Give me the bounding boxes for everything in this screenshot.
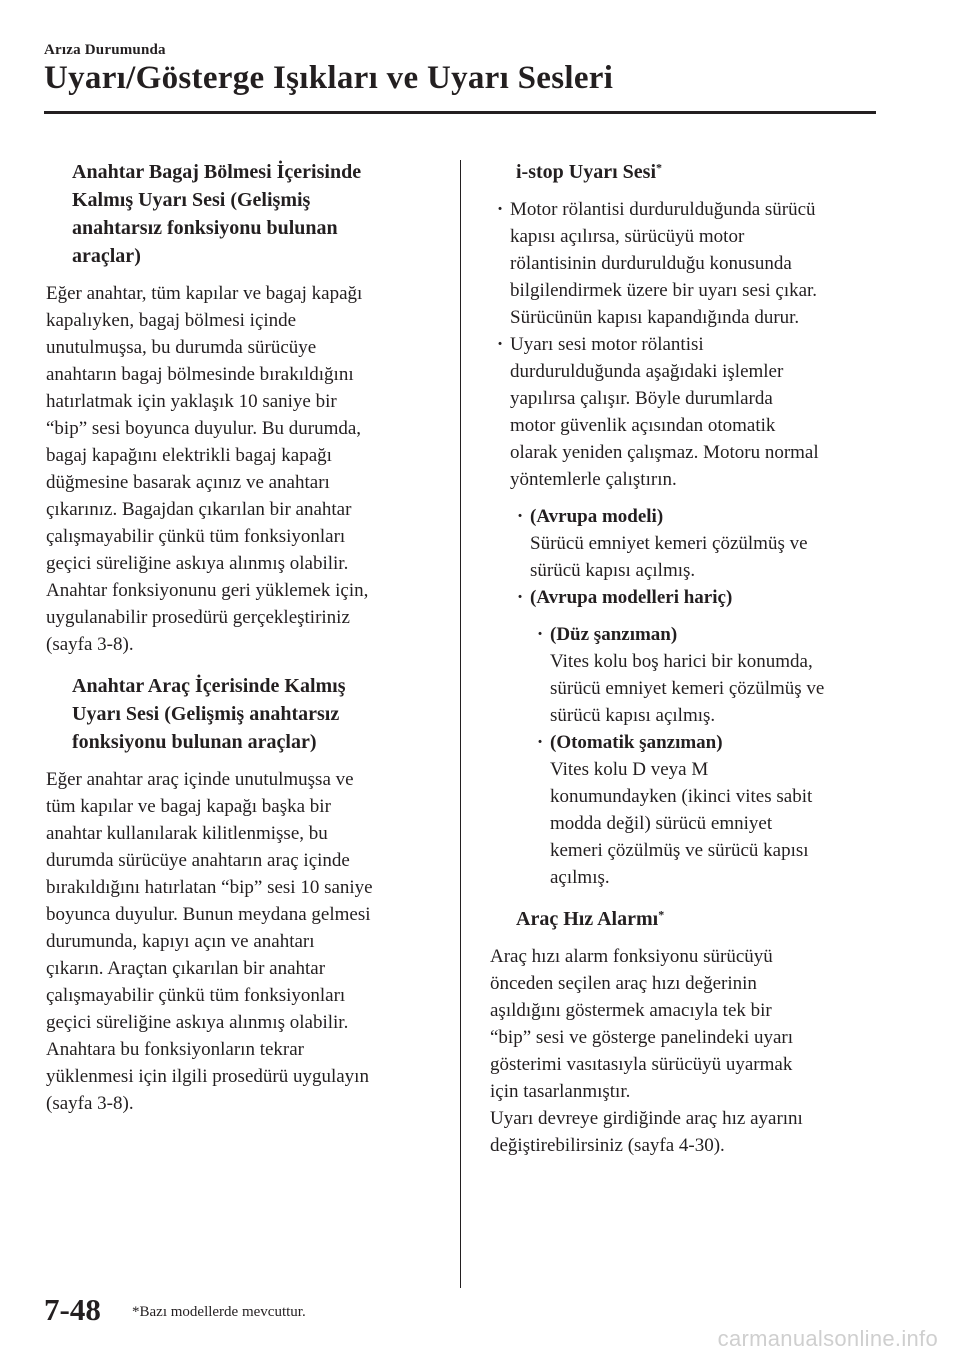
text-line: tüm kapılar ve bagaj kapağı başka bir <box>46 796 331 817</box>
text-line: Uyarı devreye girdiğinde araç hız ayarını <box>490 1108 803 1129</box>
section-heading-cabin-key <box>46 672 436 756</box>
text-line: çıkarınız. Bagajdan çıkarılan bir anahtar <box>46 499 352 520</box>
sub-bullet-item <box>490 584 882 611</box>
text-line: geçici süreliğine askıya alınmış olabilir. <box>46 1012 349 1033</box>
sub-sub-bullet-item <box>490 621 882 729</box>
text-line: (sayfa 3-8). <box>46 634 134 655</box>
column-divider <box>460 160 461 1288</box>
text-line: Anahtara bu fonksiyonların tekrar <box>46 1039 304 1060</box>
bullet-item <box>490 196 882 331</box>
section-heading-trunk-key <box>46 158 436 270</box>
text-line: Vites kolu D veya M <box>550 759 709 780</box>
footnote: *Bazı modellerde mevcuttur. <box>132 1304 306 1320</box>
heading-line: Uyarı Sesi (Gelişmiş anahtarsız <box>72 703 340 725</box>
text-line: anahtar kullanılarak kilitlenmişse, bu <box>46 823 328 844</box>
sub-sub-bullet-item <box>490 729 882 891</box>
right-column <box>490 158 882 1159</box>
asterisk-mark: * <box>658 907 665 922</box>
section-heading-istop <box>490 158 882 186</box>
heading-line: Anahtar Bagaj Bölmesi İçerisinde <box>72 161 362 183</box>
bullet-dot-icon: · <box>496 334 504 355</box>
text-line: değiştirebilirsiniz (sayfa 4-30). <box>490 1135 725 1156</box>
text-line: kapalıyken, bagaj bölmesi içinde <box>46 310 297 331</box>
text-line: yüklenmesi için ilgili prosedürü uygulayın <box>46 1066 369 1087</box>
text-line: (sayfa 3-8). <box>46 1093 134 1114</box>
text-line: yöntemlerle çalıştırın. <box>510 469 677 490</box>
text-line: modda değil) sürücü emniyet <box>550 813 773 834</box>
text-line: Eğer anahtar araç içinde unutulmuşsa ve <box>46 769 354 790</box>
text-line: durdurulduğunda aşağıdaki işlemler <box>510 361 784 382</box>
text-line: düğmesine basarak açınız ve anahtarı <box>46 472 330 493</box>
text-line: Uyarı sesi motor rölantisi <box>510 334 704 355</box>
heading-line: Araç Hız Alarmı <box>516 908 659 930</box>
bullet-dot-icon: · <box>536 624 544 645</box>
text-line: sürücü kapısı açılmış. <box>530 560 696 581</box>
text-line: Sürücü emniyet kemeri çözülmüş ve <box>530 533 808 554</box>
text-line: Vites kolu boş harici bir konumda, <box>550 651 813 672</box>
heading-line: Kalmış Uyarı Sesi (Gelişmiş <box>72 189 311 211</box>
page-title: Uyarı/Gösterge Işıkları ve Uyarı Sesleri <box>44 60 614 96</box>
title-rule <box>44 111 876 114</box>
asterisk-mark: * <box>656 160 662 175</box>
text-line: “bip” sesi boyunca duyulur. Bu durumda, <box>46 418 362 439</box>
left-column <box>46 158 436 1117</box>
text-line: konumundayken (ikinci vites sabit <box>550 786 813 807</box>
text-line: durumunda, kapıyı açın ve anahtarı <box>46 931 315 952</box>
text-line: durumda sürücüye anahtarın araç içinde <box>46 850 350 871</box>
text-line: anahtarın bagaj bölmesinde bırakıldığını <box>46 364 354 385</box>
text-line: bilgilendirmek üzere bir uyarı sesi çıkar. <box>510 280 818 301</box>
text-line: Eğer anahtar, tüm kapılar ve bagaj kapağı <box>46 283 363 304</box>
text-line: Anahtar fonksiyonunu geri yüklemek için, <box>46 580 369 601</box>
text-line: Motor rölantisi durdurulduğunda sürücü <box>510 199 816 220</box>
text-line: hatırlatmak için yaklaşık 10 saniye bir <box>46 391 337 412</box>
bullet-dot-icon: · <box>536 732 544 753</box>
heading-line: araçlar) <box>72 245 141 267</box>
text-line: sürücü emniyet kemeri çözülmüş ve <box>550 678 825 699</box>
text-line: rölantisinin durdurulduğu konusunda <box>510 253 792 274</box>
text-line: boyunca duyulur. Bunun meydana gelmesi <box>46 904 371 925</box>
text-line: aşıldığını göstermek amacıyla tek bir <box>490 1000 772 1021</box>
text-line: bırakıldığını hatırlatan “bip” sesi 10 saniye <box>46 877 373 898</box>
text-line: gösterimi vasıtasıyla sürücüyü uyarmak <box>490 1054 793 1075</box>
bullet-dot-icon: · <box>516 587 524 608</box>
section-heading-speed-alarm <box>490 905 882 933</box>
paragraph-cabin-key <box>46 766 436 1117</box>
text-line: sürücü kapısı açılmış. <box>550 705 716 726</box>
text-line: Sürücünün kapısı kapandığında durur. <box>510 307 800 328</box>
sub-bullet-title: (Düz şanzıman) <box>550 624 678 645</box>
text-line: çalışmayabilir çünkü tüm fonksiyonları <box>46 526 346 547</box>
bullet-dot-icon: · <box>496 199 504 220</box>
heading-line: i-stop Uyarı Sesi <box>516 161 656 183</box>
paragraph-trunk-key <box>46 280 436 658</box>
breadcrumb: Arıza Durumunda <box>44 42 166 58</box>
bullet-item <box>490 331 882 493</box>
text-line: Araç hızı alarm fonksiyonu sürücüyü <box>490 946 773 967</box>
text-line: motor güvenlik açısından otomatik <box>510 415 776 436</box>
text-line: geçici süreliğine askıya alınmış olabilir. <box>46 553 349 574</box>
text-line: çıkarın. Araçtan çıkarılan bir anahtar <box>46 958 326 979</box>
paragraph-speed-alarm <box>490 943 882 1159</box>
text-line: uygulanabilir prosedürü gerçekleştiriniz <box>46 607 350 628</box>
heading-line: Anahtar Araç İçerisinde Kalmış <box>72 675 346 697</box>
text-line: açılmış. <box>550 867 610 888</box>
sub-bullet-item <box>490 503 882 584</box>
text-line: önceden seçilen araç hızı değerinin <box>490 973 757 994</box>
text-line: için tasarlanmıştır. <box>490 1081 631 1102</box>
bullet-dot-icon: · <box>516 506 524 527</box>
text-line: kapısı açılırsa, sürücüyü motor <box>510 226 745 247</box>
text-line: olarak yeniden çalışmaz. Motoru normal <box>510 442 819 463</box>
text-line: çalışmayabilir çünkü tüm fonksiyonları <box>46 985 346 1006</box>
sub-bullet-title: (Otomatik şanzıman) <box>550 732 723 753</box>
text-line: kemeri çözülmüş ve sürücü kapısı <box>550 840 809 861</box>
text-line: bagaj kapağını elektrikli bagaj kapağı <box>46 445 332 466</box>
heading-line: anahtarsız fonksiyonu bulunan <box>72 217 338 239</box>
page-number: 7-48 <box>44 1292 101 1327</box>
sub-bullet-title: (Avrupa modeli) <box>530 506 664 527</box>
text-line: unutulmuşsa, bu durumda sürücüye <box>46 337 317 358</box>
watermark: carmanualsonline.info <box>717 1326 938 1351</box>
text-line: “bip” sesi ve gösterge panelindeki uyarı <box>490 1027 794 1048</box>
heading-line: fonksiyonu bulunan araçlar) <box>72 731 317 753</box>
text-line: yapılırsa çalışır. Böyle durumlarda <box>510 388 773 409</box>
sub-bullet-title: (Avrupa modelleri hariç) <box>530 587 733 608</box>
